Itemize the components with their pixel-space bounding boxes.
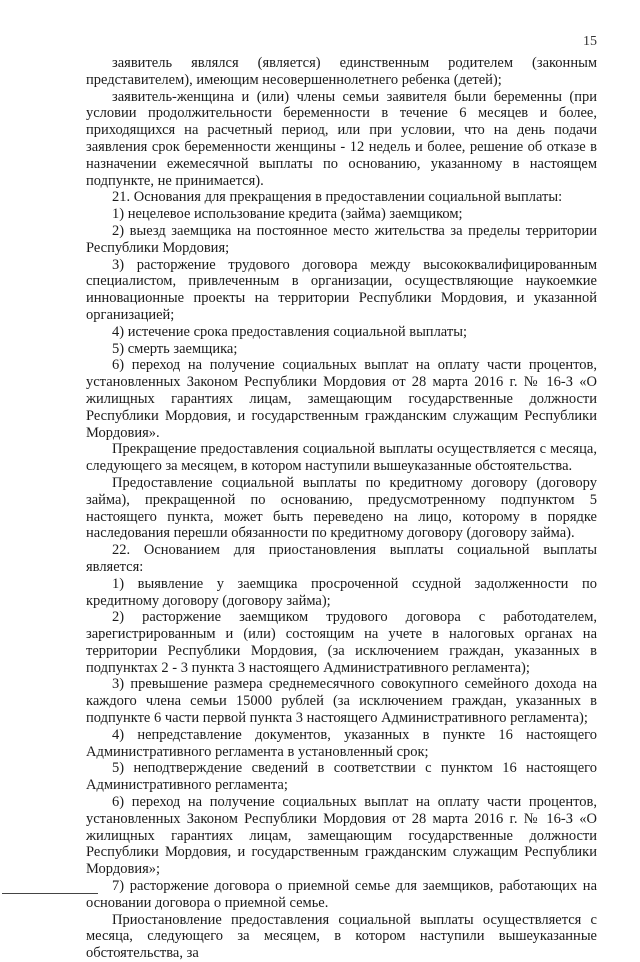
- termination-effective-date: Прекращение предоставления социальной выплаты осуществляется с месяца, следующего за месяцем, в котором наступили вышеуказанные обстоятельства.: [86, 441, 597, 475]
- termination-ground-5: 5) смерть заемщика;: [112, 340, 238, 357]
- paragraph-single-parent: заявитель являлся (является) единственным родителем (законным представителем), имеющим несовершеннолетнего ребенка (детей);: [86, 55, 597, 88]
- termination-ground-3: 3) расторжение трудового договора между высококвалифицированным специалистом, привлеченным в организации, осуществляющие наукоемкие инновационные проекты на территории Республики Мордовия, и указанной организацией;: [86, 256, 597, 323]
- suspension-ground-5: 5) неподтверждение сведений в соответствии с пунктом 16 настоящего Административного регламента;: [86, 760, 597, 794]
- document-body: [86, 55, 597, 962]
- section-22-heading: 22. Основанием для приостановления выплаты социальной выплаты является:: [86, 542, 597, 575]
- suspension-ground-2: 2) расторжение заемщиком трудового договора с работодателем, зарегистрированным и (или) состоящим на учете в налоговых органах на территории Республики Мордовия, (за исключением граждан, указанных в подпунктах 2 - 3 пункта 3 настоящего Административного регламента);: [86, 609, 597, 676]
- suspension-ground-1: 1) выявление у заемщика просроченной ссудной задолженности по кредитному договору (договору займа);: [86, 575, 597, 609]
- suspension-ground-3: 3) превышение размера среднемесячного совокупного семейного дохода на каждого члена семьи 15000 рублей (за исключением граждан, указанных в подпункте 6 части первой пункта 3 настоящего Административного регламента);: [86, 676, 597, 727]
- page-number: 15: [583, 34, 597, 49]
- footer-rule: [2, 893, 98, 894]
- suspension-effective-date: Приостановление предоставления социальной выплаты осуществляется с месяца, следующего за месяцем, в котором наступили вышеуказанные обстоятельства, за: [86, 911, 597, 962]
- termination-ground-4: 4) истечение срока предоставления социальной выплаты;: [112, 323, 467, 340]
- termination-ground-2: 2) выезд заемщика на постоянное место жительства за пределы территории Республики Мордовия;: [86, 222, 597, 256]
- termination-ground-1: 1) нецелевое использование кредита (займа) заемщиком;: [112, 206, 463, 223]
- termination-transfer: Предоставление социальной выплаты по кредитному договору (договору займа), прекращенной по основанию, предусмотренному подпунктом 5 настоящего пункта, может быть переведено на лицо, которому в порядке наследования перешли обязанности по кредитному договору (договору займа).: [86, 474, 597, 542]
- section-21-heading: 21. Основания для прекращения в предоставлении социальной выплаты:: [112, 189, 563, 206]
- suspension-ground-7: 7) расторжение договора о приемной семье для заемщиков, работающих на основании договора о приемной семье.: [86, 878, 597, 911]
- suspension-ground-6: 6) переход на получение социальных выплат на оплату части процентов, установленных Законом Республики Мордовия от 28 марта 2016 г. № 16-З «О жилищных гарантиях лицам, замещающим государственные должности Республики Мордовия, и государственным гражданским служащим Республики Мордовия»;: [86, 794, 597, 878]
- suspension-ground-4: 4) непредставление документов, указанных в пункте 16 настоящего Административного регламента в установленный срок;: [86, 726, 597, 760]
- termination-ground-6: 6) переход на получение социальных выплат на оплату части процентов, установленных Законом Республики Мордовия от 28 марта 2016 г. № 16-З «О жилищных гарантиях лицам, замещающим государственные должности Республики Мордовия, и государственным гражданским служащим Республики Мордовия».: [86, 357, 597, 441]
- paragraph-pregnancy: заявитель-женщина и (или) члены семьи заявителя были беременны (при условии продолжительности беременности в течение 6 месяцев и более, приходящихся на расчетный период, или при условии, что на день подачи заявления срок беременности женщины - 12 недель и более, решение об отказе в назначении ежемесячной выплаты по основанию, указанному в настоящем подпункте, не принимается).: [86, 88, 597, 189]
